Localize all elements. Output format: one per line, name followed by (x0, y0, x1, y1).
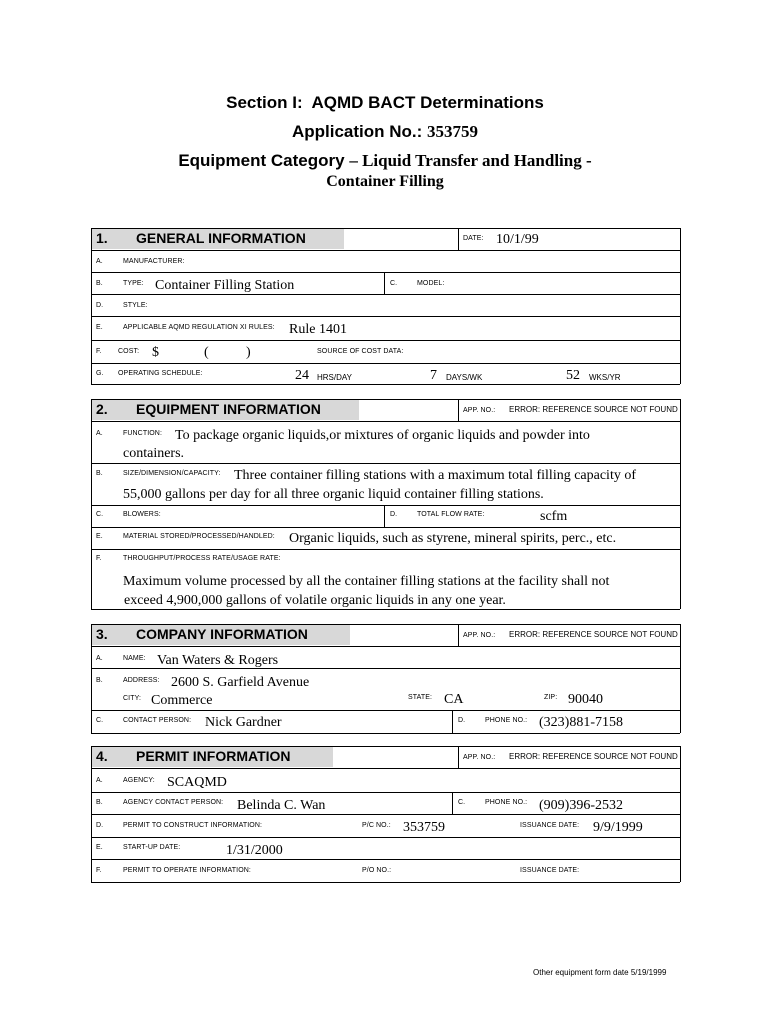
page-title (0, 93, 770, 113)
divider (91, 733, 680, 734)
phone-label: PHONE NO.: (485, 799, 528, 806)
application-label: Application No.: (291, 122, 423, 141)
function-value-line2: containers. (123, 446, 185, 461)
schedule-label: OPERATING SCHEDULE: (118, 370, 203, 377)
app-no-error: ERROR: REFERENCE SOURCE NOT FOUND (509, 630, 678, 639)
divider (91, 294, 680, 295)
size-value-line2: 55,000 gallons per day for all three organic liquid container filling stations. (123, 487, 544, 502)
divider (91, 710, 680, 711)
row-letter: D. (96, 822, 104, 829)
row-letter: C. (96, 511, 104, 518)
agency-value: SCAQMD (167, 775, 227, 790)
cost-label: COST: (118, 348, 140, 355)
divider (91, 340, 680, 341)
company-name-label: NAME: (123, 655, 146, 662)
rules-label: APPLICABLE AQMD REGULATION XI RULES: (123, 324, 275, 331)
row-letter: B. (96, 470, 103, 477)
blowers-label: BLOWERS: (123, 511, 161, 518)
flow-rate-unit: scfm (540, 509, 568, 524)
section-number: 3. (96, 626, 108, 642)
divider (91, 746, 680, 747)
divider (458, 624, 459, 646)
cost-source-label: SOURCE OF COST DATA: (317, 348, 404, 355)
divider (91, 228, 92, 384)
flow-rate-label: TOTAL FLOW RATE: (417, 511, 485, 518)
row-letter: D. (96, 302, 104, 309)
date-value: 10/1/99 (496, 232, 539, 247)
row-letter: A. (96, 777, 103, 784)
hours-label: HRS/DAY (317, 373, 352, 382)
issuance-date-value: 9/9/1999 (593, 820, 643, 835)
row-letter: F. (96, 867, 102, 874)
manufacturer-label: MANUFACTURER: (123, 258, 185, 265)
app-no-label: APP. NO.: (463, 754, 496, 761)
divider (91, 363, 680, 364)
startup-value: 1/31/2000 (226, 843, 283, 858)
pc-no-label: P/C NO.: (362, 822, 391, 829)
city-label: CITY: (123, 695, 142, 702)
section-title: COMPANY INFORMATION (136, 626, 308, 642)
divider (91, 399, 680, 400)
divider (458, 228, 459, 250)
model-label: MODEL: (417, 280, 445, 287)
size-value-line1: Three container filling stations with a maximum total filling capacity of (234, 468, 637, 483)
row-letter: E. (96, 844, 103, 851)
phone-value: (909)396-2532 (539, 798, 623, 813)
agency-label: AGENCY: (123, 777, 155, 784)
style-label: STYLE: (123, 302, 148, 309)
divider (680, 399, 681, 609)
type-label: TYPE: (123, 280, 144, 287)
divider (458, 399, 459, 421)
throughput-value-line1: Maximum volume processed by all the container filling stations at the facility shall not (123, 574, 610, 589)
app-no-error: ERROR: REFERENCE SOURCE NOT FOUND (509, 752, 678, 761)
section-number: 4. (96, 748, 108, 764)
contact-value: Nick Gardner (205, 715, 282, 730)
divider (91, 384, 680, 385)
row-letter: F. (96, 348, 102, 355)
app-no-error: ERROR: REFERENCE SOURCE NOT FOUND (509, 405, 678, 414)
function-label: FUNCTION: (123, 430, 163, 437)
divider (91, 549, 680, 550)
row-letter: A. (96, 430, 103, 437)
divider (91, 792, 680, 793)
divider (91, 505, 680, 506)
row-letter: B. (96, 677, 103, 684)
row-letter: D. (390, 511, 398, 518)
cost-paren-close: ) (246, 345, 251, 360)
row-letter: B. (96, 799, 103, 806)
row-letter: B. (96, 280, 103, 287)
section-title: PERMIT INFORMATION (136, 748, 291, 764)
po-issuance-date-label: ISSUANCE DATE: (520, 867, 580, 874)
issuance-date-label: ISSUANCE DATE: (520, 822, 580, 829)
throughput-value-line2: exceed 4,900,000 gallons of volatile organic liquids in any one year. (124, 593, 506, 608)
cost-symbol: $ (152, 345, 159, 360)
function-value-line1: To package organic liquids,or mixtures of organic liquids and powder into (175, 428, 590, 443)
divider (91, 527, 680, 528)
divider (91, 463, 680, 464)
state-label: STATE: (408, 694, 433, 701)
divider (91, 272, 680, 273)
divider (91, 746, 92, 882)
weeks-label: WKS/YR (589, 373, 621, 382)
divider (91, 882, 680, 883)
form-date-footer: Other equipment form date 5/19/1999 (533, 968, 667, 977)
category-line (0, 151, 770, 171)
throughput-label: THROUGHPUT/PROCESS RATE/USAGE RATE: (123, 555, 281, 562)
phone-value: (323)881-7158 (539, 715, 623, 730)
material-label: MATERIAL STORED/PROCESSED/HANDLED: (123, 533, 275, 540)
divider (91, 399, 92, 609)
agency-contact-label: AGENCY CONTACT PERSON: (123, 799, 224, 806)
category-value-line2: Container Filling (326, 173, 444, 190)
po-no-label: P/O NO.: (362, 867, 392, 874)
row-letter: C. (458, 799, 466, 806)
divider (384, 272, 385, 294)
application-line (0, 122, 770, 142)
divider (680, 228, 681, 384)
startup-label: START-UP DATE: (123, 844, 181, 851)
rules-value: Rule 1401 (289, 322, 347, 337)
state-value: CA (444, 692, 464, 707)
divider (91, 250, 680, 251)
pc-no-value: 353759 (403, 820, 445, 835)
date-label: DATE: (463, 235, 484, 242)
category-value: – Liquid Transfer and Handling - (349, 151, 592, 170)
divider (452, 792, 453, 814)
pto-label: PERMIT TO OPERATE INFORMATION: (123, 867, 251, 874)
divider (91, 228, 680, 229)
section-title: GENERAL INFORMATION (136, 230, 306, 246)
divider (458, 746, 459, 768)
row-letter: D. (458, 717, 466, 724)
section-number: 1. (96, 230, 108, 246)
zip-value: 90040 (568, 692, 603, 707)
divider (91, 646, 680, 647)
divider (91, 624, 92, 733)
section-number: 2. (96, 401, 108, 417)
app-no-label: APP. NO.: (463, 407, 496, 414)
divider (91, 609, 680, 610)
address-value: 2600 S. Garfield Avenue (171, 675, 310, 690)
material-value: Organic liquids, such as styrene, mineral spirits, perc., etc. (289, 531, 617, 546)
divider (91, 624, 680, 625)
size-label: SIZE/DIMENSION/CAPACITY: (123, 470, 221, 477)
divider (680, 746, 681, 882)
row-letter: C. (390, 280, 398, 287)
row-letter: A. (96, 258, 103, 265)
divider (91, 859, 680, 860)
divider (91, 316, 680, 317)
contact-label: CONTACT PERSON: (123, 717, 192, 724)
city-value: Commerce (151, 693, 213, 708)
section-prefix: Section I: (226, 93, 303, 112)
divider (91, 837, 680, 838)
row-letter: E. (96, 324, 103, 331)
phone-label: PHONE NO.: (485, 717, 528, 724)
hours-value: 24 (295, 368, 309, 383)
days-value: 7 (430, 368, 437, 383)
weeks-value: 52 (566, 368, 580, 383)
row-letter: C. (96, 717, 104, 724)
company-name-value: Van Waters & Rogers (157, 653, 279, 668)
divider (91, 421, 680, 422)
zip-label: ZIP: (544, 694, 558, 701)
divider (91, 814, 680, 815)
divider (680, 624, 681, 733)
type-value: Container Filling Station (155, 278, 295, 293)
section-title: EQUIPMENT INFORMATION (136, 401, 321, 417)
row-letter: G. (96, 370, 104, 377)
divider (91, 768, 680, 769)
days-label: DAYS/WK (446, 373, 483, 382)
address-label: ADDRESS: (123, 677, 160, 684)
cost-paren-open: ( (204, 345, 209, 360)
row-letter: A. (96, 655, 103, 662)
divider (384, 505, 385, 527)
category-label: Equipment Category (178, 151, 345, 170)
divider (452, 710, 453, 733)
row-letter: E. (96, 533, 103, 540)
ptc-label: PERMIT TO CONSTRUCT INFORMATION: (123, 822, 263, 829)
app-no-label: APP. NO.: (463, 632, 496, 639)
row-letter: F. (96, 555, 102, 562)
section-title: AQMD BACT Determinations (311, 93, 544, 112)
agency-contact-value: Belinda C. Wan (237, 798, 326, 813)
application-number: 353759 (427, 122, 479, 141)
